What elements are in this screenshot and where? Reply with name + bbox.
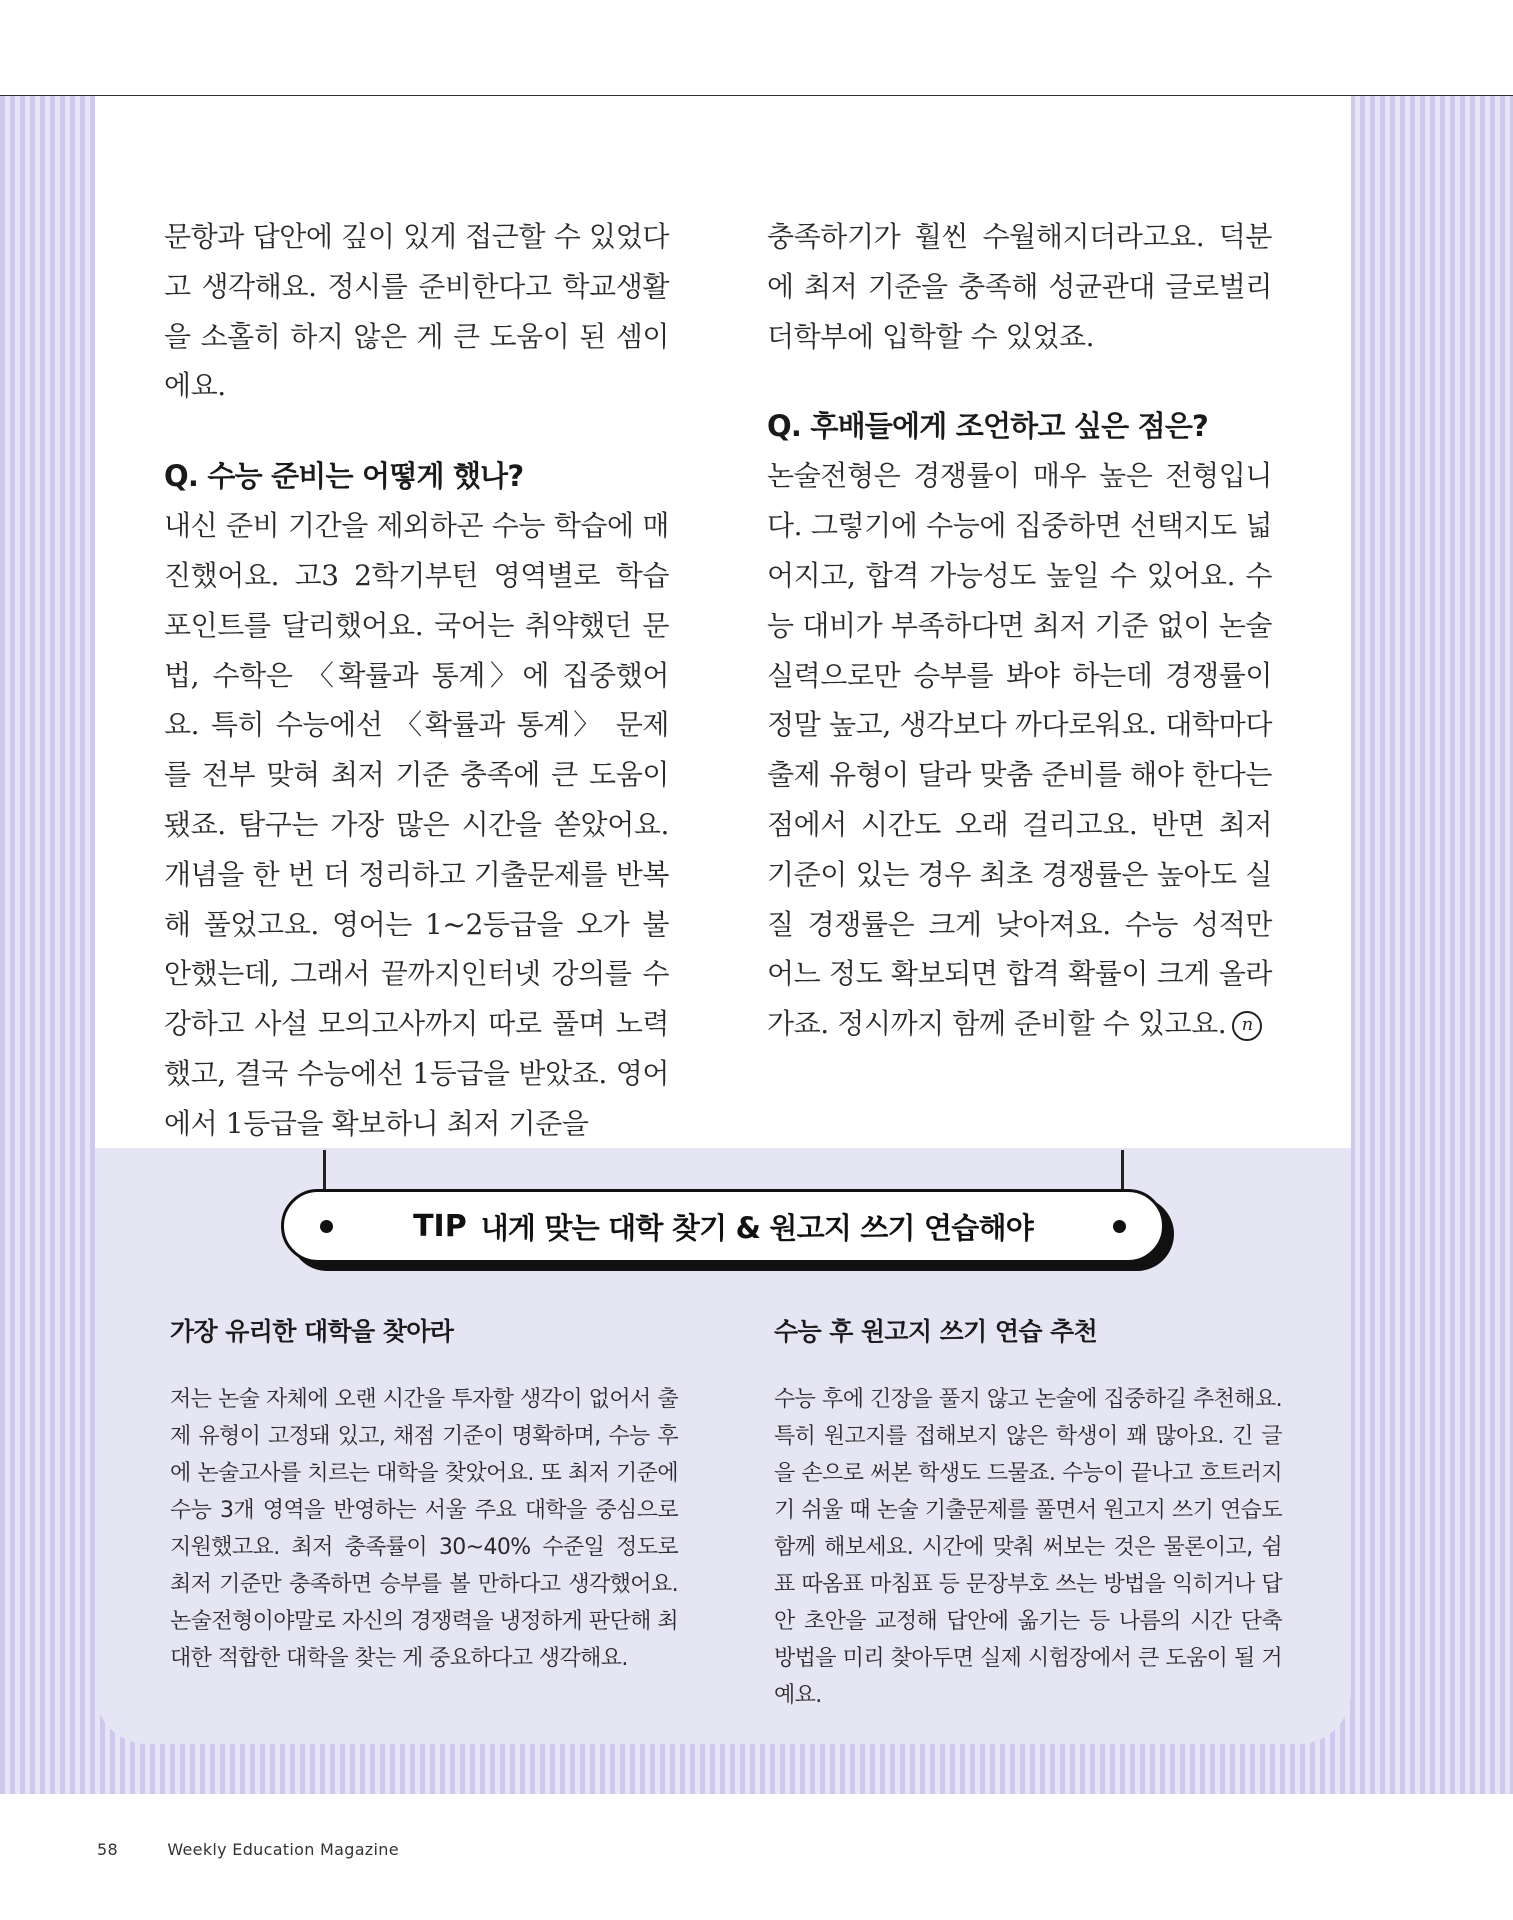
tip-body-university: 저는 논술 자체에 오랜 시간을 투자할 생각이 없어서 출제 유형이 고정돼 있고, 채점 기준이 명확하며, 수능 후에 논술고사를 치르는 대학을 찾았어요. 또 최저 기준에 수능 3개 영역을 반영하는 서울 주요 대학을 중심으로 지원했고요. 최저 충족률이 30~40% 수준일 정도로 최저 기준만 충족하면 승부를 볼 만하다고 생각했어요. 논술전형이야말로 자신의 경쟁력을 냉정하게 판단해 최대한 적합한 대학을 찾는 게 중요하다고 생각해요. [170,1387,678,1671]
magazine-name: Weekly Education Magazine [167,1840,399,1859]
question-heading-exam-prep: Q. 수능 준비는 어떻게 했나? [164,459,524,494]
page-footer [97,1840,399,1859]
left-intro-paragraph: 문항과 답안에 깊이 있게 접근할 수 있었다고 생각해요. 정시를 준비한다고 학교생활을 소홀히 하지 않은 게 큰 도움이 된 셈이에요. [164,220,669,403]
answer-paragraph-advice [767,451,1272,1049]
page-number: 58 [97,1840,118,1859]
tip-label: TIP [413,1208,467,1244]
answer-paragraph-exam-prep: 내신 준비 기간을 제외하곤 수능 학습에 매진했어요. 고3 2학기부턴 영역별로 학습 포인트를 달리했어요. 국어는 취약했던 문법, 수학은 〈확률과 통계〉에 집중했어요. 특히 수능에선 〈확률과 통계〉 문제를 전부 맞혀 최저 기준 충족에 큰 도움이 됐죠. 탐구는 가장 많은 시간을 쏟았어요. 개념을 한 번 더 정리하고 기출문제를 반복해 풀었고요. 영어는 1~2등급을 오가 불안했는데, 그래서 끝까지인터넷 강의를 수강하고 사설 모의고사까지 따로 풀며 노력했고, 결국 수능에선 1등급을 받았죠. 영어에서 1등급을 확보하니 최저 기준을 [164,509,669,1140]
question-heading-advice: Q. 후배들에게 조언하고 싶은 점은? [767,409,1209,444]
tip-heading-university: 가장 유리한 대학을 찾아라 [170,1317,454,1346]
tip-body-manuscript: 수능 후에 긴장을 풀지 않고 논술에 집중하길 추천해요. 특히 원고지를 접해보지 않은 학생이 꽤 많아요. 긴 글을 손으로 써본 학생도 드물죠. 수능이 끝나고 흐트러지기 쉬울 때 논술 기출문제를 풀면서 원고지 쓰기 연습도 함께 해보세요. 시간에 맞춰 써보는 것은 물론이고, 쉼표 따옴표 마침표 등 문장부호 쓰는 방법을 익히거나 답안 초안을 교정해 답안에 옮기는 등 나름의 시간 단축 방법을 미리 찾아두면 실제 시험장에서 큰 도움이 될 거예요. [774,1387,1282,1708]
article-column-right [767,212,1272,1049]
advice-text: 논술전형은 경쟁률이 매우 높은 전형입니다. 그렇기에 수능에 집중하면 선택지도 넓어지고, 합격 가능성도 높일 수 있어요. 수능 대비가 부족하다면 최저 기준 없이 논술 실력으로만 승부를 봐야 하는데 경쟁률이 정말 높고, 생각보다 까다로워요. 대학마다 출제 유형이 달라 맞춤 준비를 해야 한다는 점에서 시간도 오래 걸리고요. 반면 최저 기준이 있는 경우 최초 경쟁률은 높아도 실질 경쟁률은 크게 낮아져요. 수능 성적만 어느 정도 확보되면 합격 확률이 크게 올라가죠. 정시까지 함께 준비할 수 있고요. [767,459,1272,1041]
article-column-left [164,212,669,1149]
tip-title [284,1192,1162,1260]
right-intro-paragraph: 충족하기가 훨씬 수월해지더라고요. 덕분에 최저 기준을 충족해 성균관대 글로벌리더학부에 입학할 수 있었죠. [767,220,1272,353]
tip-heading-manuscript: 수능 후 원고지 쓰기 연습 추천 [774,1317,1098,1346]
end-mark-icon: n [1232,1011,1262,1041]
tip-column-right [774,1315,1282,1714]
tip-banner [281,1189,1165,1263]
tip-column-left [170,1315,678,1677]
tip-title-text: 내게 맞는 대학 찾기 & 원고지 쓰기 연습해야 [480,1210,1033,1245]
